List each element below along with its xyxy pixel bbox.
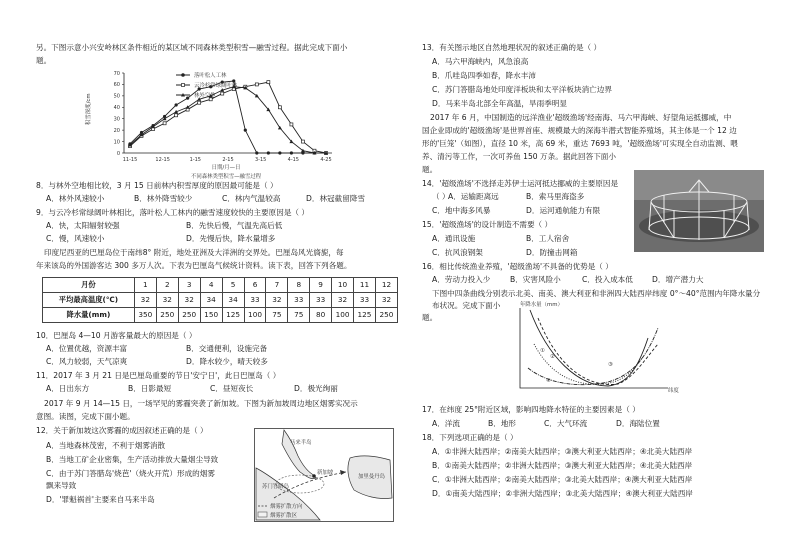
snow-ytick-label: 50 <box>113 93 120 100</box>
snow-xtick-label: 4-25 <box>320 157 332 163</box>
passage-singapore: 意图。读图，完成下面小题。 <box>36 412 135 421</box>
table-row-header: 平均最高温度(℃) <box>43 293 135 308</box>
intro-line: 题。 <box>36 56 52 65</box>
map-legend-label: 烟雾扩散方向 <box>270 504 303 510</box>
question-15: 15．'超级渔场'的设计制造不需要（ ） <box>422 220 553 229</box>
table-cell: 33 <box>244 293 266 308</box>
snow-chart <box>86 67 344 180</box>
map-label: 加里曼丹岛 <box>358 474 385 480</box>
snow-data-point <box>186 97 189 100</box>
table-cell: 32 <box>134 293 156 308</box>
snow-series-line <box>130 87 326 153</box>
passage-bali: 印度尼西亚的巴厘岛位于南纬8° 附近，地处亚洲及大洋洲的交界处。巴厘岛风光旖旎，每 <box>44 248 344 257</box>
question-16: 16．相比传统渔业养殖，'超级渔场'不具备的优势是（ ） <box>422 262 613 271</box>
passage-bali: 年来该岛的外国游客达 300 多万人次。下表为巴厘岛气候统计资料。读下表，回答下列各题。 <box>36 261 352 270</box>
snow-xtick-label: 11-15 <box>122 157 138 163</box>
q16-option-d[interactable]: D．增产潜力大 <box>652 275 704 284</box>
q12-option-d[interactable]: D．'罪魁祸首'主要来自马来半岛 <box>46 495 155 504</box>
q10-option-a[interactable]: A．位置优越，资源丰富 <box>46 344 128 353</box>
snow-data-point <box>301 140 304 143</box>
table-cell: 75 <box>288 308 310 323</box>
table-cell: 10 <box>332 278 354 293</box>
table-cell: 33 <box>310 293 332 308</box>
snow-series-line <box>130 81 326 153</box>
table-row <box>43 293 398 308</box>
q13-option-d[interactable]: D．马来半岛北部全年高温，旱雨季明显 <box>432 99 567 108</box>
snow-data-point <box>267 151 270 154</box>
table-cell: 5 <box>222 278 244 293</box>
table-cell: 9 <box>310 278 332 293</box>
snow-ytick-label: 60 <box>113 82 120 89</box>
precip-ylabel: 年降水量（mm） <box>520 302 563 308</box>
precip-marker-2: ② <box>550 354 555 360</box>
table-cell: 8 <box>288 278 310 293</box>
passage-fish-farm: 题。 <box>422 165 438 174</box>
fish-farm-photo <box>634 170 764 252</box>
question-14-bracket: （ ） <box>432 192 450 201</box>
table-cell: 32 <box>332 293 354 308</box>
snow-data-point <box>175 103 178 106</box>
table-cell: 150 <box>200 308 222 323</box>
snow-data-point <box>163 122 166 125</box>
snow-ytick-label: 30 <box>113 116 120 123</box>
legend-label: 落叶松人工林 <box>194 73 227 79</box>
question-12: 12．关于新加坡这次雾霾的成因叙述正确的是（ ） <box>36 426 208 435</box>
precip-curve <box>530 310 648 386</box>
question-13: 13．有关图示地区自然地理状况的叙述正确的是（ ） <box>422 43 602 52</box>
table-row-header: 月份 <box>43 278 135 293</box>
intro-line: 另。下图示意小兴安岭林区条件相近的某区域不同森林类型积雪—融雪过程。据此完成下面小 <box>36 43 348 52</box>
precip-curve <box>538 318 658 384</box>
snow-legend <box>176 71 238 99</box>
table-cell: 32 <box>178 293 200 308</box>
snow-data-point <box>255 151 258 154</box>
snow-data-point <box>267 81 270 84</box>
q14-option-a[interactable]: A．运输距离远 <box>448 192 499 201</box>
snow-ytick-label: 0 <box>116 150 120 157</box>
q11-option-d[interactable]: D．极光绚丽 <box>294 384 338 393</box>
snow-data-point <box>255 83 258 86</box>
q9-option-a[interactable]: A．快，太阳辐射较强 <box>46 221 120 230</box>
snow-ytick-label: 70 <box>113 70 120 77</box>
table-row <box>43 278 398 293</box>
table-cell: 32 <box>156 293 178 308</box>
question-14: 14．'超级渔场'不选择走苏伊士运河抵达挪威的主要原因是 <box>422 179 619 188</box>
q12-option-b[interactable]: B．当地工矿企业密集，生产活动排放大量烟尘导致 <box>46 455 219 464</box>
q16-option-b[interactable]: B．灾害风险小 <box>510 275 561 284</box>
q17-option-a[interactable]: A．洋流 <box>432 419 460 428</box>
table-cell: 12 <box>375 278 397 293</box>
table-cell: 32 <box>266 293 288 308</box>
passage-fish-farm: 国企业即成的'超级渔场'是世界首座、规模最大的深海半潜式智能养殖场，其主体是一个 12 边 <box>422 126 737 135</box>
snow-data-point <box>221 92 224 95</box>
question-8: 8．与林外空地相比较，3 月 15 日前林内积雪厚度的原因最可能是（ ） <box>36 181 278 190</box>
passage-precip: 下图中四条曲线分别表示北美、南美、澳大利亚和非洲四大陆西岸纬度 0°～40°范围内年降水量分布状况。完成下面小 <box>432 289 761 310</box>
passage-precip: 题。 <box>422 313 438 322</box>
table-cell: 6 <box>244 278 266 293</box>
q10-option-d[interactable]: D．降水较少，晴天较多 <box>186 357 268 366</box>
table-cell: 4 <box>200 278 222 293</box>
snow-xtick-label: 12-15 <box>155 157 170 163</box>
map-legend-label: 烟雾扩散区 <box>270 513 297 519</box>
snow-data-point <box>278 151 281 154</box>
q12-option-c[interactable]: C．由于苏门答腊岛'烧芭'（烧火开荒）形成的烟雾 <box>46 469 215 478</box>
q18-option-d[interactable]: D．①南美大陆西岸；②非洲大陆西岸；③北美大陆西岸；④澳大利亚大陆西岸 <box>432 489 693 498</box>
legend-label: 林外空地 <box>194 93 216 99</box>
table-cell: 34 <box>200 293 222 308</box>
q16-option-a[interactable]: A．劳动力投入少 <box>432 275 491 284</box>
table-cell: 34 <box>222 293 244 308</box>
precip-chart <box>508 298 684 402</box>
precip-curve <box>528 328 658 385</box>
singapore-haze-map <box>254 428 394 522</box>
snow-data-point <box>175 114 178 117</box>
question-9: 9．与云冷杉常绿阔叶林相比，落叶松人工林内的融雪速度较快的主要原因是（ ） <box>36 208 310 217</box>
q15-option-b[interactable]: B．工人宿舍 <box>526 234 570 243</box>
precip-xlabel: 纬度 <box>668 388 679 394</box>
question-18: 18．下列选项正确的是（ ） <box>422 433 518 442</box>
legend-label: 云冷杉常绿阔叶林 <box>194 83 238 89</box>
q18-option-a[interactable]: A．①非洲大陆西岸；②南美大陆西岸；③澳大利亚大陆西岸；④北美大陆西岸 <box>432 447 693 456</box>
q11-option-a[interactable]: A．日出东方 <box>46 384 90 393</box>
snow-data-point <box>278 106 281 109</box>
table-cell: 100 <box>332 308 354 323</box>
snow-ylabel: 积雪深度/cm <box>86 93 92 125</box>
passage-fish-farm: 养、清污等工作，一次可养鱼 150 万条。据此回答下面小 <box>422 152 616 161</box>
bali-climate-table <box>42 277 398 323</box>
table-cell: 7 <box>266 278 288 293</box>
q8-option-b[interactable]: B．林外降雪较少 <box>134 194 193 203</box>
snow-data-point <box>290 123 293 126</box>
map-label: 马来半岛 <box>290 440 312 446</box>
snow-series-line <box>130 82 326 153</box>
q8-option-c[interactable]: C．林内气温较高 <box>222 194 281 203</box>
table-cell: 75 <box>266 308 288 323</box>
table-cell: 2 <box>156 278 178 293</box>
precip-marker-3: ③ <box>608 362 613 368</box>
snow-xtick-label: 4-15 <box>287 157 300 163</box>
legend-marker <box>182 84 185 87</box>
q13-option-a[interactable]: A．马六甲海峡内，风急浪高 <box>432 57 529 66</box>
table-cell: 250 <box>375 308 397 323</box>
q16-option-c[interactable]: C．投入成本低 <box>582 275 633 284</box>
table-cell: 350 <box>134 308 156 323</box>
q14-option-c[interactable]: C．地中海多风暴 <box>432 206 491 215</box>
table-row-header: 降水量(mm) <box>43 308 135 323</box>
q9-option-c[interactable]: C．慢，风速较小 <box>46 234 105 243</box>
table-cell: 32 <box>375 293 397 308</box>
q12-option-a[interactable]: A．当地森林茂密，不利于烟雾消散 <box>46 441 166 450</box>
table-cell: 3 <box>178 278 200 293</box>
q15-option-d[interactable]: D．防撞击网箱 <box>526 248 578 257</box>
snow-data-point <box>244 129 247 132</box>
map-label: 新加坡 <box>317 470 334 476</box>
q14-option-b[interactable]: B．索马里海盗多 <box>526 192 585 201</box>
q11-option-c[interactable]: C．昼短夜长 <box>210 384 254 393</box>
q14-option-d[interactable]: D．运河通航能力有限 <box>526 206 601 215</box>
singapore-point <box>312 474 316 478</box>
table-cell: 125 <box>222 308 244 323</box>
q11-option-b[interactable]: B．日影最短 <box>128 384 172 393</box>
table-cell: 11 <box>354 278 376 293</box>
question-11: 11．2017 年 3 月 21 日是巴厘岛重要的节日'安宁日'，此日巴厘岛（ ） <box>36 371 281 380</box>
snow-ytick-label: 20 <box>113 127 120 134</box>
q18-option-b[interactable]: B．①南美大陆西岸；②非洲大陆西岸；③澳大利亚大陆西岸；④北美大陆西岸 <box>432 461 693 470</box>
table-cell: 1 <box>134 278 156 293</box>
passage-fish-farm: 2017 年 6 月，中国制造的远洋渔业'超级渔场'经南海、马六甲海峡、好望角运抵挪威，中 <box>430 113 732 122</box>
q12-option-c-cont: 飘来导致 <box>46 481 77 490</box>
table-cell: 250 <box>156 308 178 323</box>
passage-fish-farm: 形的'巨笼'（如图），直径 10 米，高 69 米，重达 7693 吨，'超级渔场'可实现全自动监测、喂 <box>422 139 738 148</box>
precip-marker-4: ④ <box>546 378 551 384</box>
q9-option-b[interactable]: B．先快后慢，气温先高后低 <box>186 221 283 230</box>
q15-option-c[interactable]: C．抗风浪钢架 <box>432 248 483 257</box>
q17-option-b[interactable]: B．地形 <box>488 419 516 428</box>
q15-option-a[interactable]: A．通讯设施 <box>432 234 476 243</box>
table-cell: 100 <box>244 308 266 323</box>
snow-ytick-label: 40 <box>113 105 120 112</box>
snow-xtick-label: 2-15 <box>222 157 234 163</box>
q8-option-d[interactable]: D．林冠截留降雪 <box>306 194 366 203</box>
q10-option-c[interactable]: C．风力较弱，天气凉爽 <box>46 357 128 366</box>
q18-option-c[interactable]: C．①非洲大陆西岸；②南美大陆西岸；③北美大陆西岸；④澳大利亚大陆西岸 <box>432 475 693 484</box>
map-label: 苏门答腊岛 <box>262 484 289 490</box>
q17-option-d[interactable]: D．海陆位置 <box>616 419 660 428</box>
q10-option-b[interactable]: B．交通便利，设施完备 <box>186 344 268 353</box>
snow-data-point <box>290 151 293 154</box>
snow-caption: 不同森林类型积雪—融雪过程 <box>190 174 262 180</box>
q13-option-b[interactable]: B．爪哇岛四季如春，降水丰沛 <box>432 71 536 80</box>
table-cell: 33 <box>288 293 310 308</box>
snow-xlabel: 日期/月—日 <box>211 165 241 171</box>
table-cell: 125 <box>354 308 376 323</box>
table-cell: 250 <box>178 308 200 323</box>
table-cell: 33 <box>354 293 376 308</box>
question-17: 17．在纬度 25°附近区域，影响四地降水特征的主要因素是（ ） <box>422 405 640 414</box>
q17-option-c[interactable]: C．大气环流 <box>544 419 588 428</box>
table-cell: 80 <box>310 308 332 323</box>
snow-data-point <box>198 101 201 104</box>
question-10: 10．巴厘岛 4—10 月游客量最大的原因是（ ） <box>36 331 197 340</box>
q13-option-c[interactable]: C．苏门答腊岛地处印度洋板块和太平洋板块消亡边界 <box>432 85 612 94</box>
precip-marker-1: ① <box>540 348 545 354</box>
table-row <box>43 308 398 323</box>
q9-option-d[interactable]: D．先慢后快，降水量增多 <box>186 234 276 243</box>
snow-xtick-label: 3-15 <box>254 157 267 163</box>
legend-marker <box>181 73 185 77</box>
q8-option-a[interactable]: A．林外风速较小 <box>46 194 105 203</box>
passage-singapore: 2017 年 9 月 14—15 日，一场罕见的雾霾突袭了新加坡。下图为新加坡周边地区烟雾实况示 <box>44 399 358 408</box>
snow-xtick-label: 1-15 <box>189 157 202 163</box>
snow-ytick-label: 10 <box>113 139 120 146</box>
